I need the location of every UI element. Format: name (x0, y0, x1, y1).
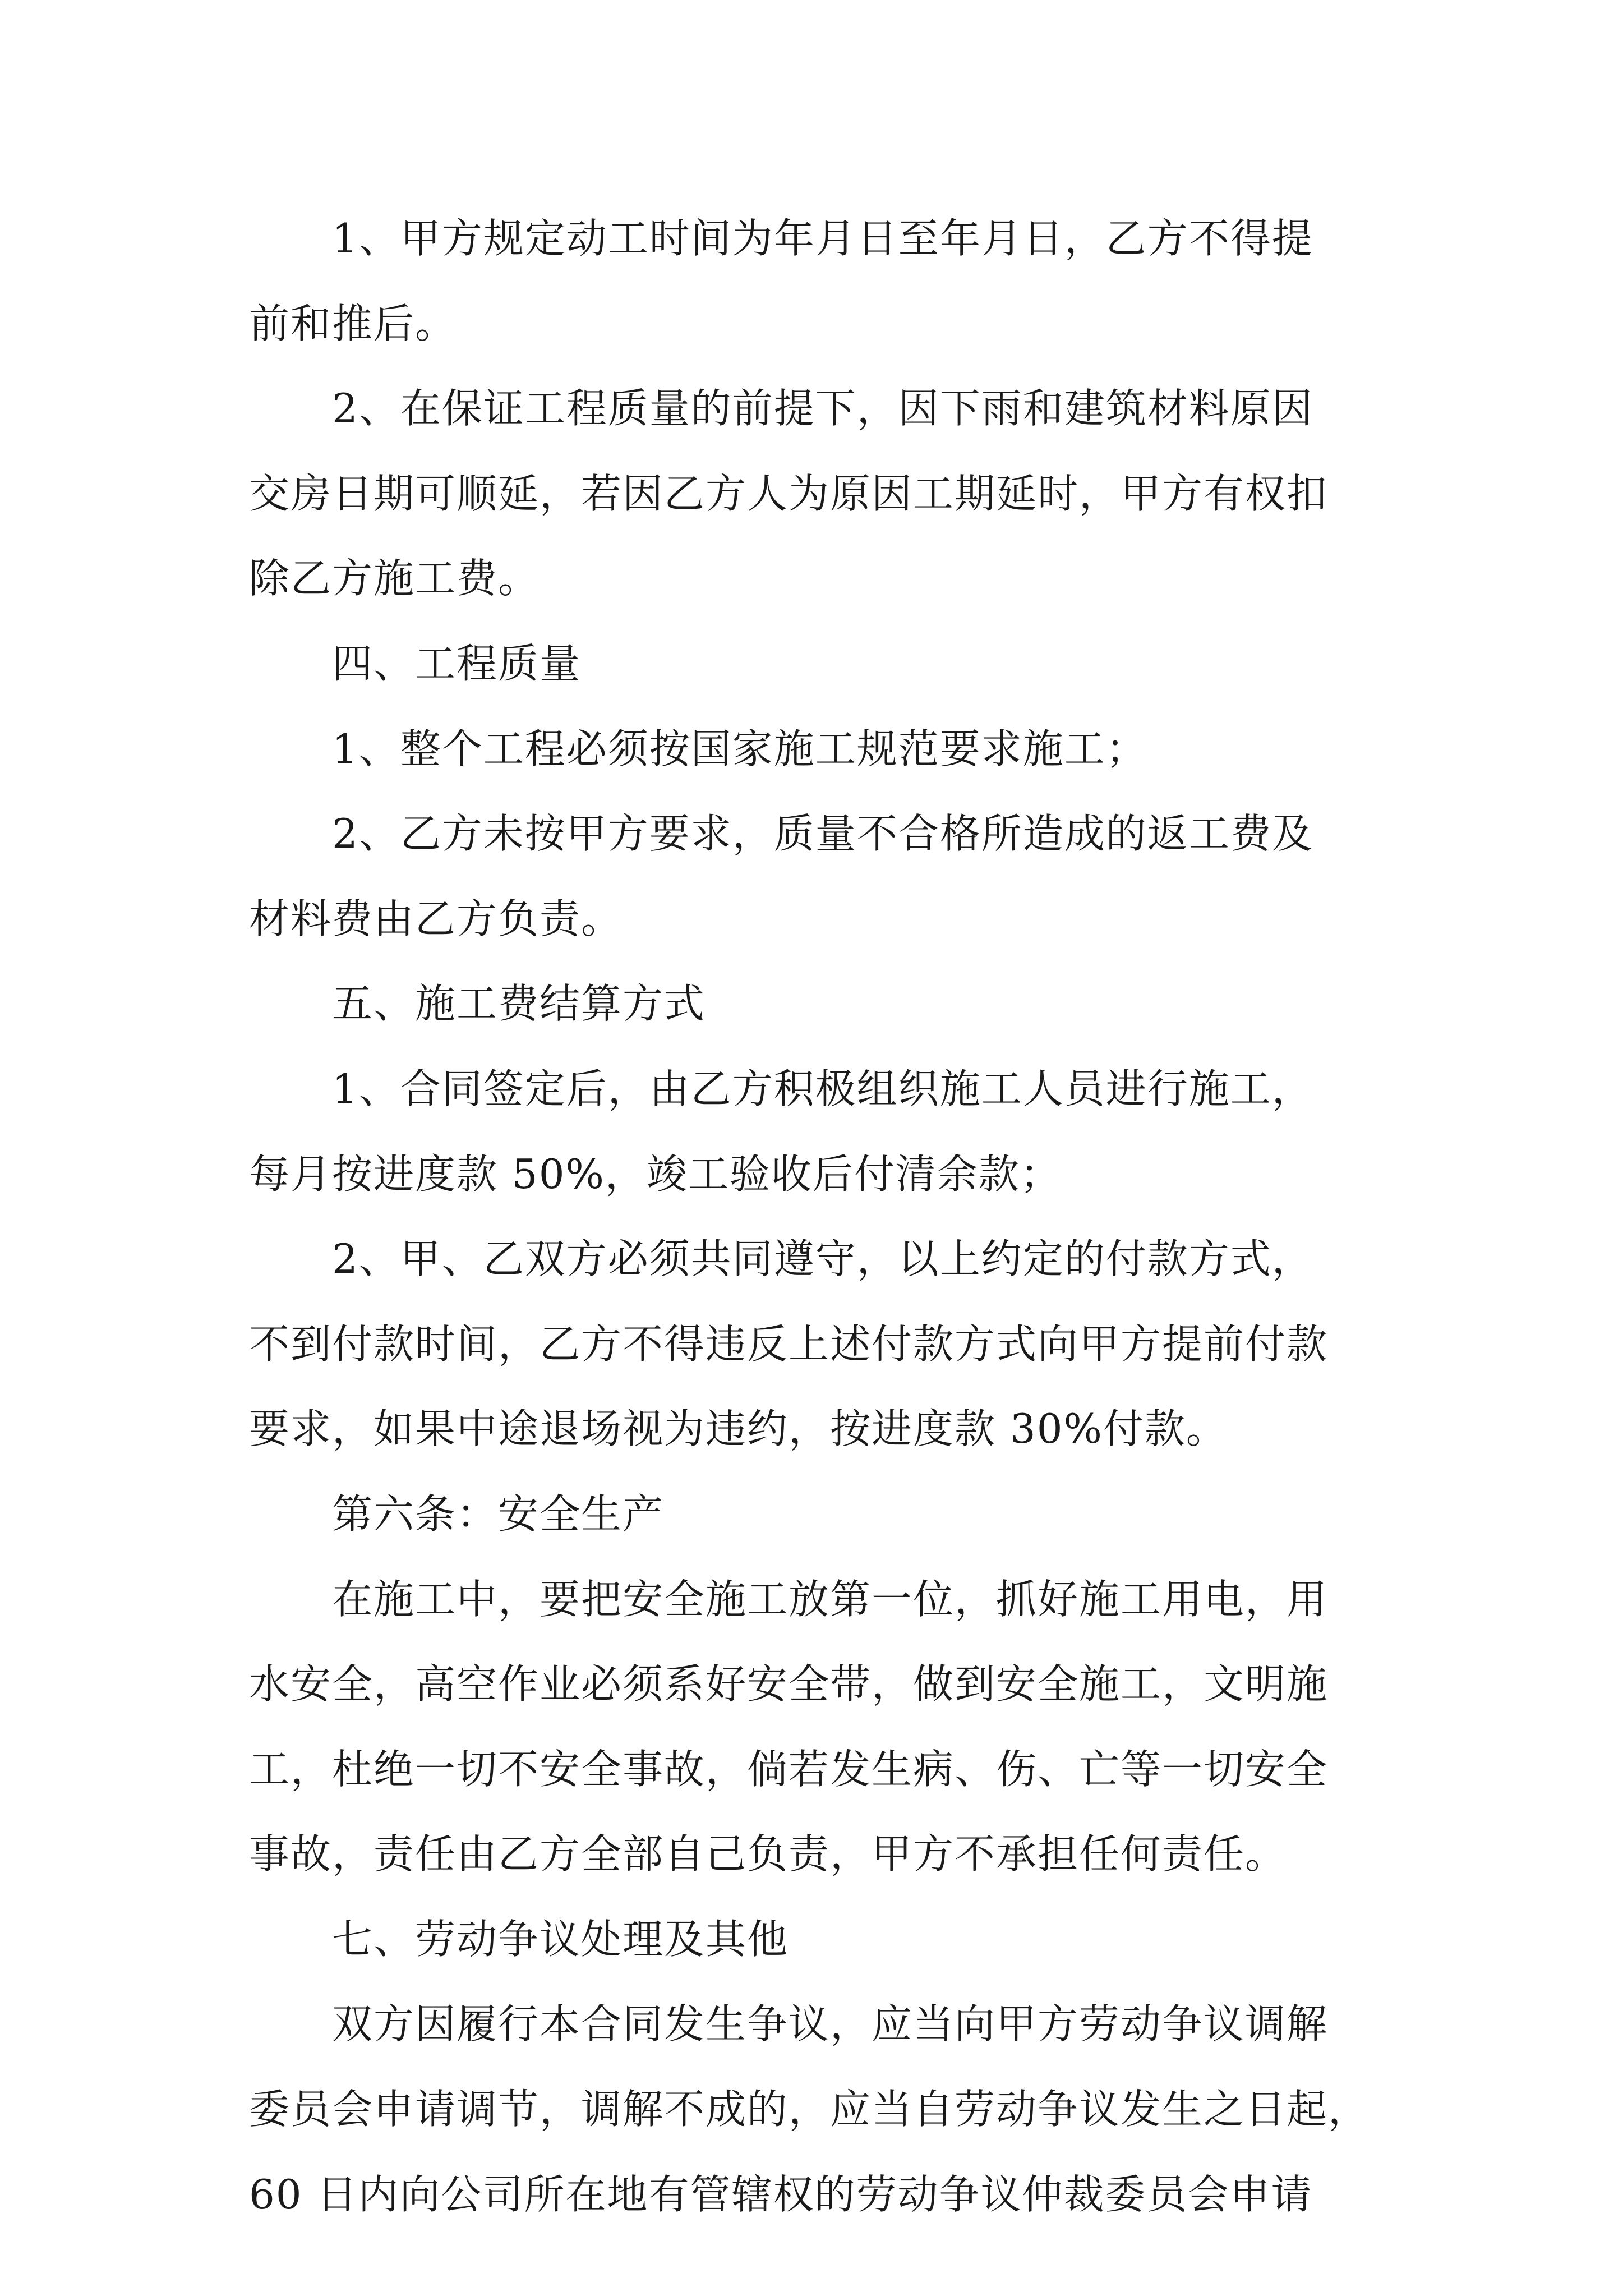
text-line: 双方因履行本合同发生争议，应当向甲方劳动争议调解 (332, 2000, 1329, 2048)
text-line: 在施工中，要把安全施工放第一位，抓好施工用电，用 (332, 1575, 1329, 1623)
text-line: 除乙方施工费。 (249, 555, 540, 602)
text-line: 委员会申请调节，调解不成的，应当自劳动争议发生之日起， (249, 2086, 1370, 2133)
text-line: 2、在保证工程质量的前提下，因下雨和建筑材料原因 (332, 385, 1313, 432)
text-line: 1、整个工程必须按国家施工规范要求施工； (332, 725, 1147, 772)
text-line: 前和推后。 (249, 300, 457, 347)
text-line: 每月按进度款 50%，竣工验收后付清余款； (249, 1150, 1062, 1198)
text-line: 2、乙方未按甲方要求，质量不合格所造成的返工费及 (332, 810, 1313, 858)
text-line: 1、甲方规定动工时间为年月日至年月日，乙方不得提 (332, 215, 1313, 262)
text-line: 要求，如果中途退场视为违约，按进度款 30%付款。 (249, 1405, 1228, 1453)
section-heading: 四、工程质量 (332, 639, 582, 687)
section-heading: 五、施工费结算方式 (332, 980, 706, 1028)
document-body (249, 196, 1380, 2237)
text-line: 水安全，高空作业必须系好安全带，做到安全施工，文明施 (249, 1660, 1329, 1708)
text-line: 1、合同签定后，由乙方积极组织施工人员进行施工， (332, 1065, 1313, 1112)
text-line: 不到付款时间，乙方不得违反上述付款方式向甲方提前付款 (249, 1320, 1329, 1368)
text-line: 材料费由乙方负责。 (249, 895, 623, 942)
text-line: 2、甲、乙双方必须共同遵守，以上约定的付款方式， (332, 1235, 1313, 1283)
text-line: 事故，责任由乙方全部自己负责，甲方不承担任何责任。 (249, 1830, 1287, 1878)
text-line: 工，杜绝一切不安全事故，倘若发生病、伤、亡等一切安全 (249, 1745, 1329, 1793)
text-line: 交房日期可顺延，若因乙方人为原因工期延时，甲方有权扣 (249, 470, 1329, 517)
section-heading: 第六条：安全生产 (332, 1490, 665, 1538)
text-line: 60 日内向公司所在地有管辖权的劳动争议仲裁委员会申请 (249, 2170, 1313, 2218)
section-heading: 七、劳动争议处理及其他 (332, 1915, 789, 1963)
